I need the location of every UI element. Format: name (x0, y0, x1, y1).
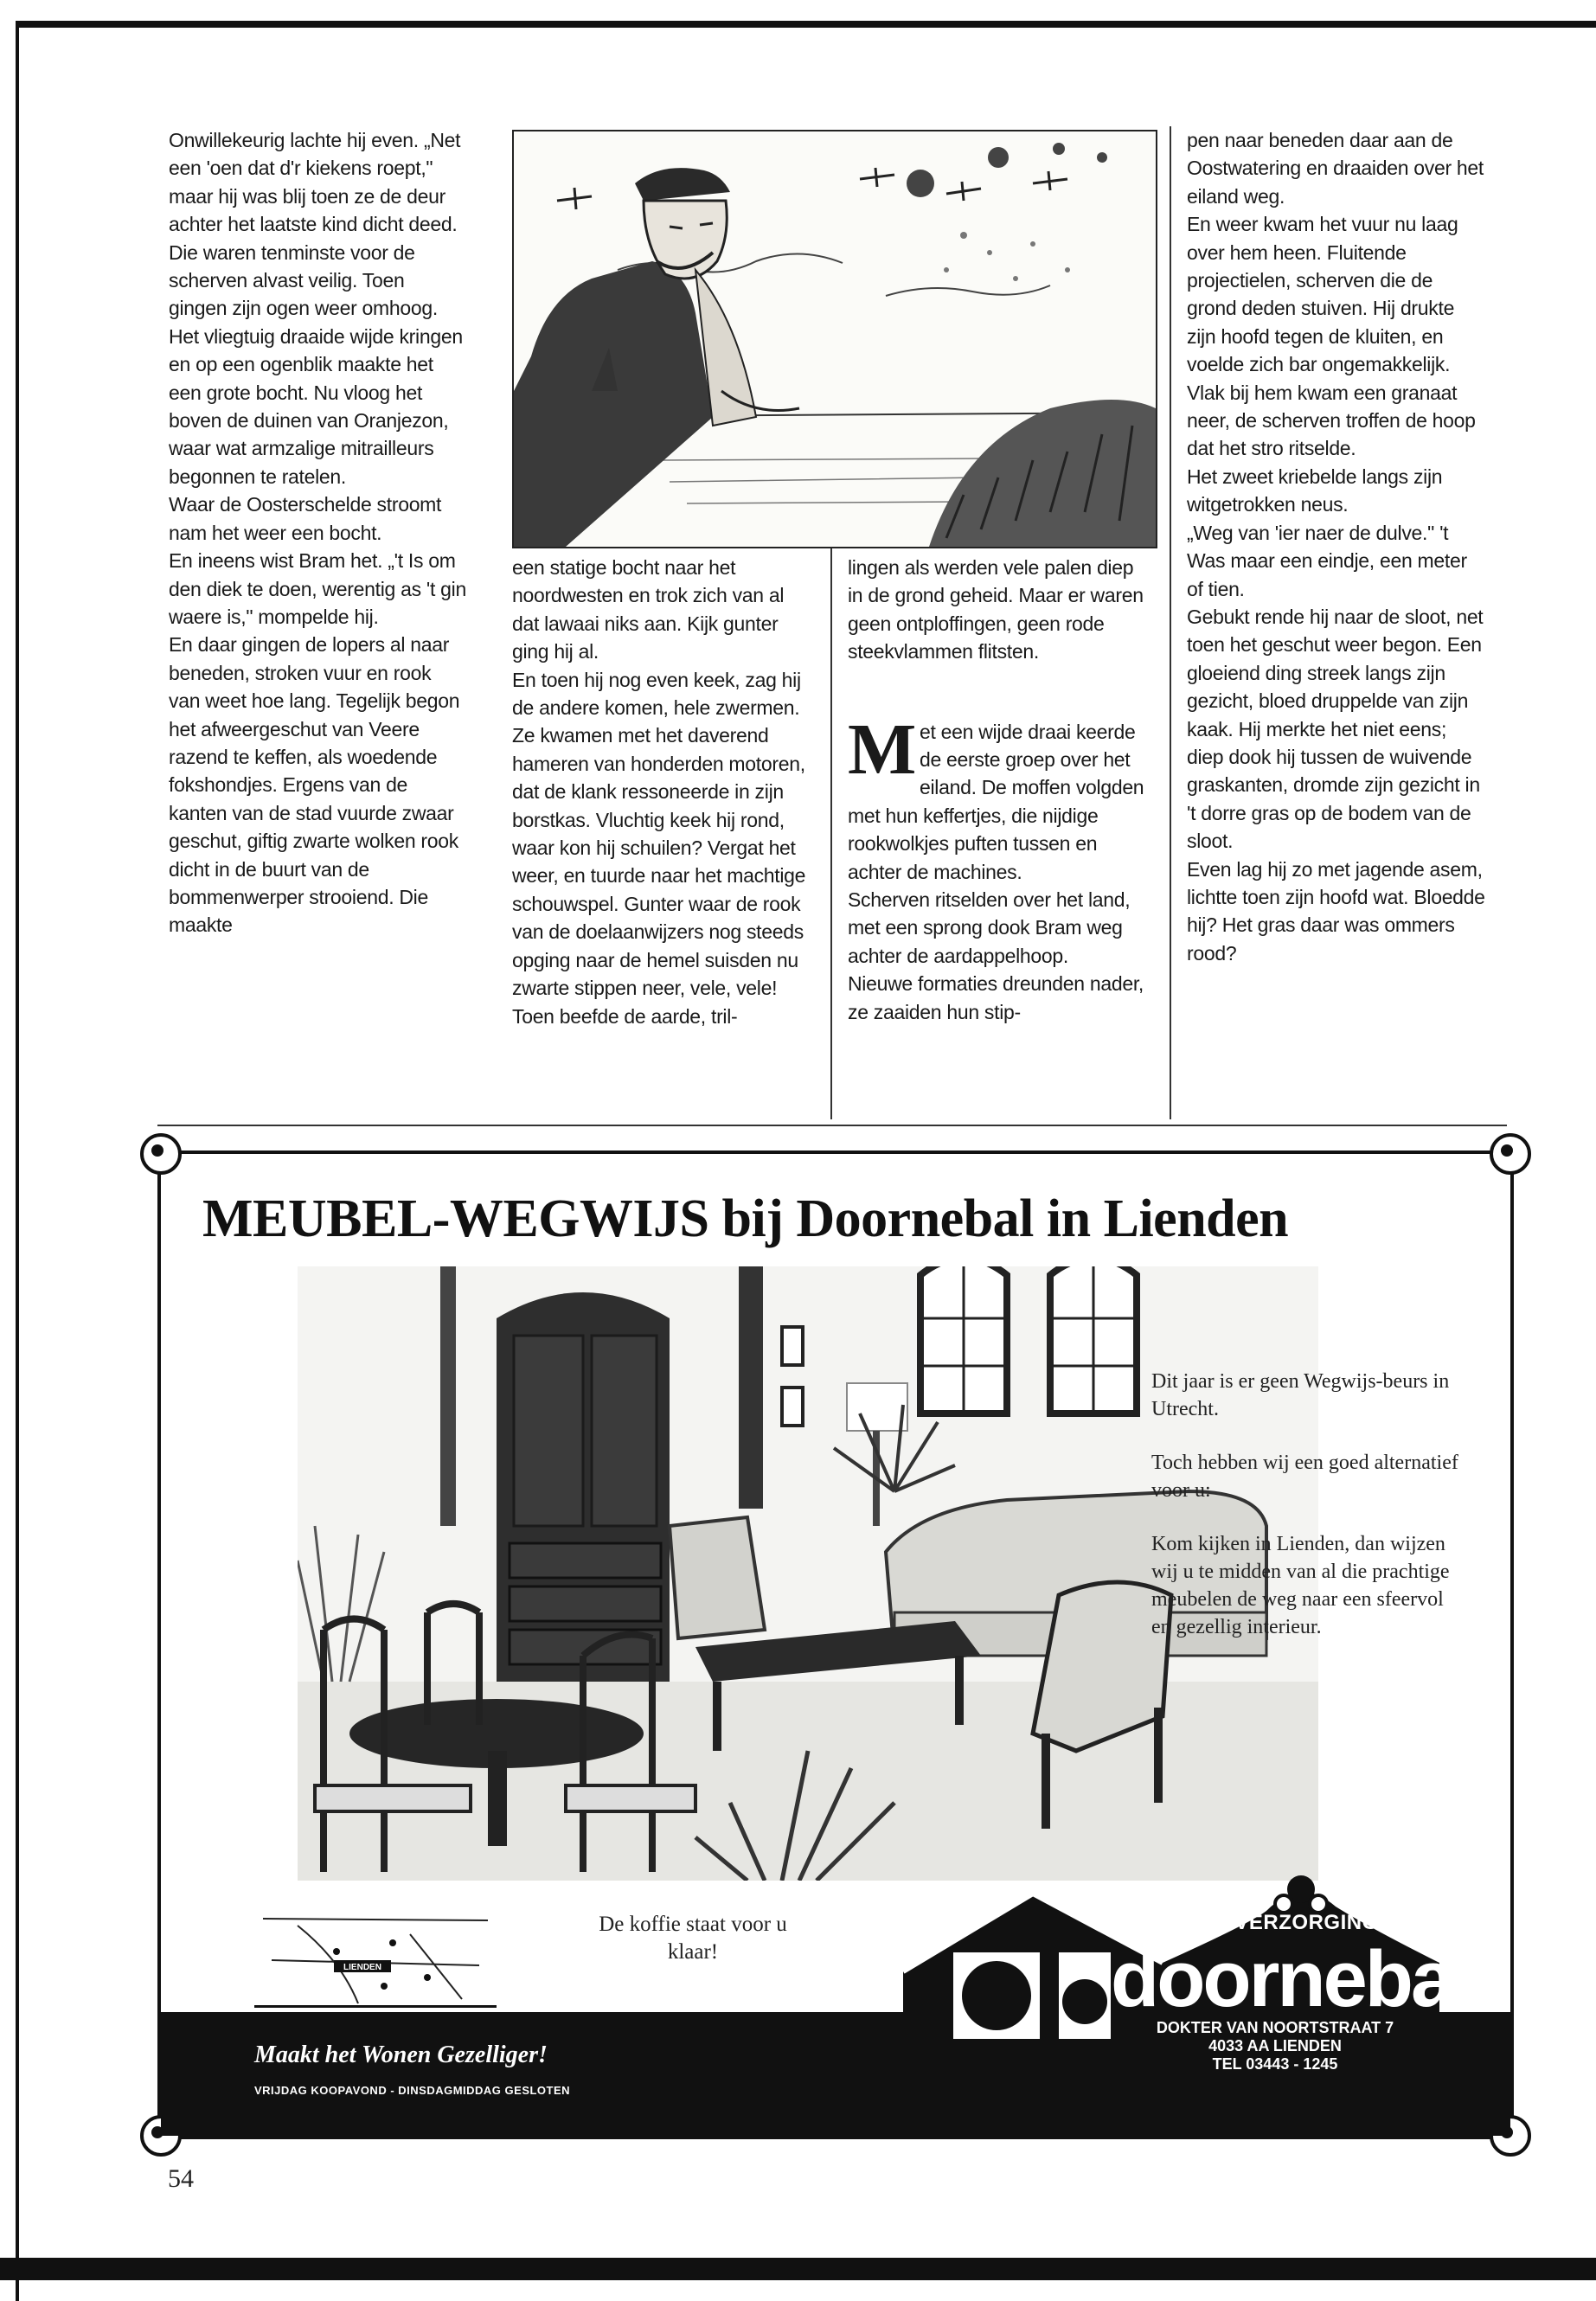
column-divider (1170, 126, 1171, 1119)
drop-cap: M (848, 708, 916, 790)
paragraph: En toen hij nog even keek, zag hij de andere komen, hele zwermen. Ze kwamen met het daverend hameren van honderden motoren, dat de klank ressoneerde in zijn borstkas. Vluchtig keek hij rond, waar kon hij schuilen? Vergat het weer, en tuurde naar het machtige schouwspel. Gunter waar de rook van de doelaanwijzers nog steeds opging naar de hemel suisden nu zwarte stippen neer, vele, vele! (512, 668, 806, 1000)
intro-paragraph: Toch hebben wij een goed alternatief voor u: (1151, 1452, 1458, 1502)
paragraph: pen naar beneden daar aan de Oostwatering en draaiden over het eiland weg. (1187, 129, 1484, 208)
furniture-advertisement (157, 1150, 1514, 2139)
paragraph: Onwillekeurig lachte hij even. „Net een 'oen dat d'r kiekens roept," maar hij was blij toen ze de deur achter het laatste kind dicht deed. Die waren tenminste voor de scherven alvast veilig. Toen gingen zijn ogen weer omhoog. (169, 129, 461, 320)
paragraph: Waar de Oosterschelde stroomt nam het weer een bocht. (169, 493, 442, 544)
ad-intro-text (1151, 1368, 1463, 1667)
paragraph: Scherven ritselden over het land, met een sprong dook Bram weg achter de aardappelhoop. (848, 888, 1131, 967)
paragraph: En weer kwam het vuur nu laag over hem heen. Fluitende projectielen, scherven die de grond deden stuiven. Hij drukte zijn hoofd tegen de kluiten, en voelde zich bar ongemakkelijk. (1187, 213, 1458, 376)
intro-paragraph: Kom kijken in Lienden, dan wijzen wij u te midden van al die prachtige meubelen de weg naar een sfeervol en gezellig interieur. (1151, 1533, 1450, 1638)
illustration-drawing (514, 131, 1156, 547)
store-address (1119, 2019, 1431, 2073)
paragraph-with-dropcap (848, 708, 1151, 886)
address-line: DOKTER VAN NOORTSTRAAT 7 (1156, 2019, 1394, 2036)
column-2 (512, 554, 813, 1030)
paragraph: En daar gingen de lopers al naar beneden, stroken vuur en rook van weet hoe lang. Tegelijk begon het afweergeschut van Veere razend te keffen, als woedende fokshondjes. Ergens van de kanten van de stad vuurde zwaar geschut, giftig zwarte wolken rook dicht in de buurt van de bommenwerper strooiend. Die maakte (169, 633, 460, 937)
left-border (16, 21, 19, 2301)
paragraph: lingen als werden vele palen diep in de grond geheid. Maar er waren geen ontploffingen, geen rode steekvlammen flitsten. (848, 556, 1144, 663)
address-line: 4033 AA LIENDEN (1208, 2037, 1342, 2054)
column-divider (830, 548, 832, 1119)
column-1 (169, 126, 467, 939)
paragraph: een statige bocht naar het noordwesten en trok zich van al dat lawaai niks aan. Kijk gunter ging hij al. (512, 556, 785, 663)
page-number: 54 (168, 2164, 194, 2193)
logo-subtitle: INTERIEURVERZORGING (1119, 1911, 1379, 1934)
map-drawing (254, 1908, 497, 2005)
corner-ornament (1490, 1133, 1531, 1175)
paragraph: Gebukt rende hij naar de sloot, net toen het geschut weer begon. Een gloeiend ding streek langs zijn gezicht, bloed druppelde van zijn kaak. Hij merkte het niet eens; diep dook hij tussen de wuivende graskanten, dromde zijn gezicht in 't dorre gras op de bodem van de sloot. (1187, 605, 1484, 853)
opening-hours: VRIJDAG KOOPAVOND - DINSDAGMIDDAG GESLOTEN (254, 2084, 571, 2097)
bottom-border (0, 2258, 1596, 2280)
logo-brand-name: doornebal (1111, 1935, 1472, 2023)
ad-headline: MEUBEL-WEGWIJS bij Doornebal in Lienden (202, 1189, 1289, 1248)
column-4 (1187, 126, 1485, 967)
column-3 (848, 554, 1151, 1026)
war-illustration (512, 130, 1157, 548)
paragraph: „Weg van 'ier naer de dulve." 't Was maar een eindje, een meter of tien. (1187, 521, 1467, 600)
coffee-note: De koffie staat voor u klaar! (599, 1913, 787, 1964)
paragraph: En ineens wist Bram het. „'t Is om den diek te doen, werentig as 't gin waere is," mompelde hij. (169, 549, 466, 628)
paragraph: Het zweet kriebelde langs zijn witgetrokken neus. (1187, 465, 1443, 516)
intro-paragraph: Dit jaar is er geen Wegwijs-beurs in Utrecht. (1151, 1370, 1450, 1420)
text-bottom-rule (157, 1125, 1507, 1126)
paragraph: Even lag hij zo met jagende asem, lichtte toen zijn hoofd wat. Bloedde hij? Het gras daar was ommers rood? (1187, 857, 1485, 965)
corner-ornament (140, 1133, 182, 1175)
paragraph: Vlak bij hem kwam een granaat neer, de scherven troffen de hoop dat het stro ritselde. (1187, 381, 1476, 460)
dropcap-text: et een wijde draai keerde de eerste groep over het eiland. De moffen volgden met hun keffertjes, die nijdige rookwolkjes puften tussen en achter de machines. (848, 720, 1144, 883)
slogan: Maakt het Wonen Gezelliger! (254, 2041, 548, 2068)
paragraph: Toen beefde de aarde, tril- (512, 1004, 738, 1028)
map-town-label: LIENDEN (343, 1963, 381, 1972)
route-map (254, 1908, 497, 2008)
paragraph: Nieuwe formaties dreunden nader, ze zaaiden hun stip- (848, 972, 1144, 1023)
paragraph: Het vliegtuig draaide wijde kringen en op een ogenblik maakte het een grote bocht. Nu vloog het boven de duinen van Oranjezon, waar wat armzalige mitrailleurs begonnen te ratelen. (169, 324, 463, 488)
top-border (16, 21, 1596, 28)
address-line: TEL 03443 - 1245 (1212, 2055, 1338, 2073)
